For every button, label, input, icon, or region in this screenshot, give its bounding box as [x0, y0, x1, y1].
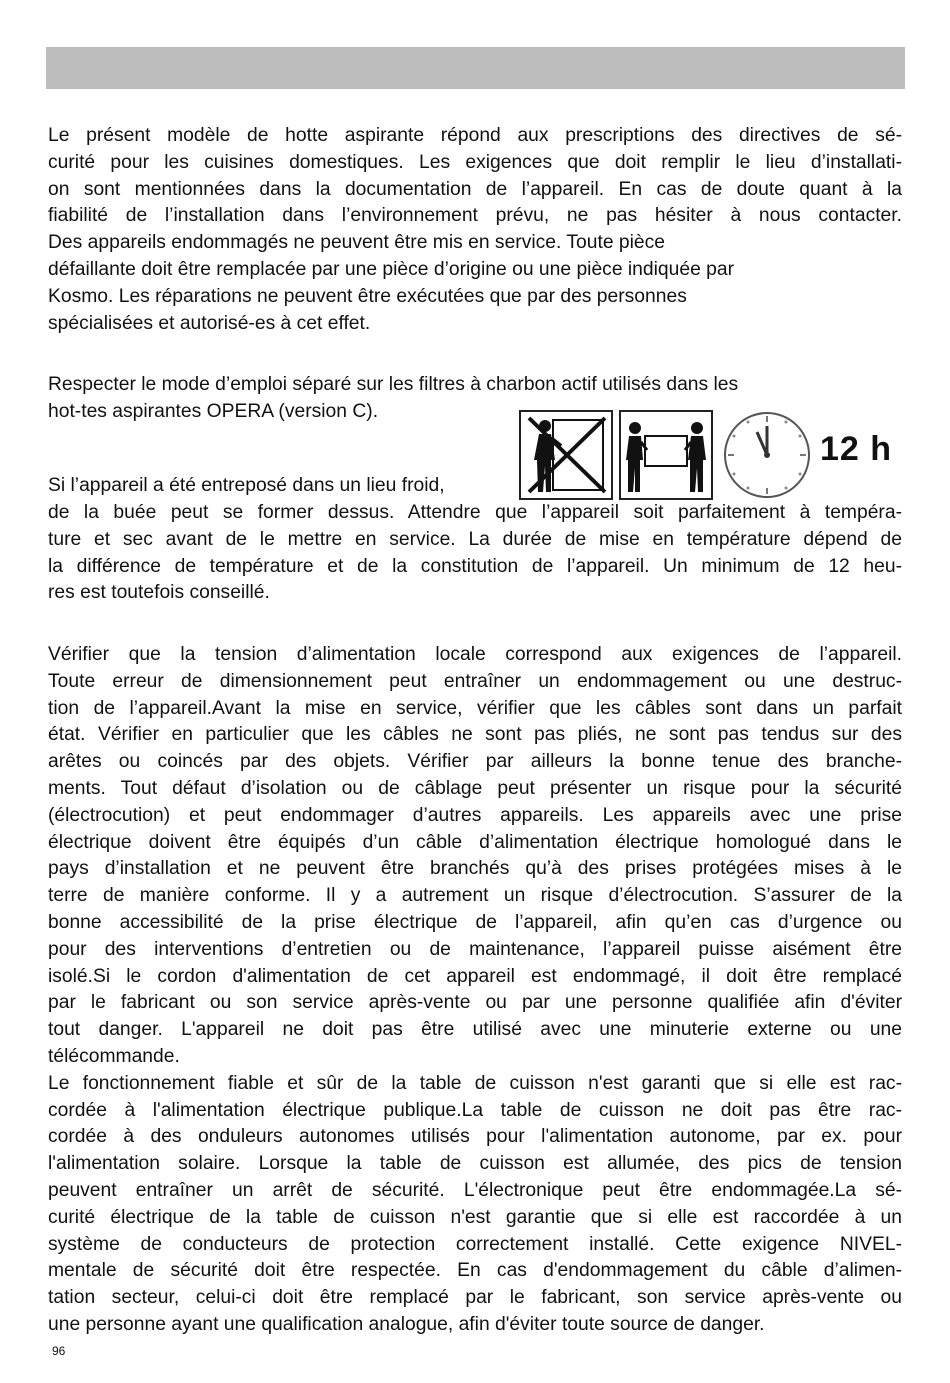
text-line: isolé.Si le cordon d'alimentation de cet appareil est endommagé, il doit être remplacé — [48, 965, 902, 987]
text-line: curité électrique de la table de cuisson n'est garantie que si elle est raccordée à un — [48, 1206, 902, 1228]
text-line: res est toutefois conseillé. — [48, 582, 270, 604]
paragraph-condensation — [48, 500, 902, 607]
text-line: bonne accessibilité de la prise électrique de l’appareil, afin qu’en cas d’urgence ou — [48, 911, 902, 933]
no-carrying-on-back-icon — [519, 410, 613, 500]
text-line: cordée à des onduleurs autonomes utilisés pour l'alimentation autonome, par ex. pour — [48, 1126, 902, 1148]
text-line: Le fonctionnement fiable et sûr de la table de cuisson n'est garanti que si elle est rac- — [48, 1072, 902, 1094]
text-line: Vérifier que la tension d’alimentation locale correspond aux exigences de l’appareil. — [48, 644, 902, 665]
text-line: Des appareils endommagés ne peuvent être mis en service. Toute pièce — [48, 232, 665, 254]
paragraph-safety-directives — [48, 123, 902, 337]
transport-pictograms — [519, 410, 904, 500]
text-line: terre de manière conforme. Il y a autrement un risque d’électrocution. S’assurer de la — [48, 885, 902, 907]
page-number: 96 — [52, 1344, 66, 1358]
text-line: spécialisées et autorisé-es à cet effet. — [48, 312, 371, 334]
text-line: Si l’appareil a été entreposé dans un lieu froid, — [48, 475, 445, 496]
text-line: électrique doivent être équipés d’un câble d’alimentation électrique homologué dans le — [48, 831, 902, 853]
text-line: tion de l’appareil.Avant la mise en service, vérifier que les câbles sont dans un parfait — [48, 697, 902, 719]
text-line: tation secteur, celui-ci doit être remplacé par le fabricant, son service après-vente ou — [48, 1287, 902, 1309]
paragraph-electrical-safety — [48, 642, 902, 1339]
text-line: on sont mentionnées dans la documentation de l’appareil. En cas de doute quant à la — [48, 178, 902, 200]
text-line: pour des interventions d’entretien ou de maintenance, l’appareil puisse aisément être — [48, 938, 902, 960]
text-line: cordée à l'alimentation électrique publique.La table de cuisson ne doit pas être rac- — [48, 1099, 902, 1121]
text-line: (électrocution) et peut endommager d’autres appareils. Les appareils avec une prise — [48, 804, 902, 826]
text-line: ture et sec avant de le mettre en service. La durée de mise en température dépend de — [48, 528, 902, 550]
text-line: Toute erreur de dimensionnement peut entraîner un endommagement ou une destruc- — [48, 670, 902, 692]
text-line: Kosmo. Les réparations ne peuvent être exécutées que par des personnes — [48, 285, 687, 307]
clock-icon — [722, 410, 812, 500]
section-header-bar — [46, 47, 905, 89]
text-line: peuvent entraîner un arrêt de sécurité. L'électronique peut être endommagée.La sé- — [48, 1179, 902, 1201]
text-line: l'alimentation solaire. Lorsque la table de cuisson est allumée, des pics de tension — [48, 1153, 902, 1175]
text-line: par le fabricant ou son service après-vente ou par une personne qualifiée afin d'éviter — [48, 992, 902, 1014]
text-line: de la buée peut se former dessus. Attendre que l’appareil soit parfaitement à tempéra- — [48, 502, 902, 523]
two-person-carry-icon — [619, 410, 713, 500]
text-line: Respecter le mode d’emploi séparé sur les filtres à charbon actif utilisés dans les — [48, 374, 739, 395]
text-line: fiabilité de l’installation dans l’environnement prévu, ne pas hésiter à nous contacter. — [48, 205, 902, 227]
text-line: état. Vérifier en particulier que les câbles ne sont pas pliés, ne sont pas tendus sur des — [48, 724, 902, 746]
text-line: arêtes ou coincés par des objets. Vérifier par ailleurs la bonne tenue des branche- — [48, 751, 902, 773]
duration-label: 12 h — [820, 430, 893, 468]
text-line: tout danger. L'appareil ne doit pas être utilisé avec une minuterie externe ou une — [48, 1019, 902, 1041]
text-line: hot-tes aspirantes OPERA (version C). — [48, 400, 379, 422]
text-line: télécommande. — [48, 1045, 180, 1067]
text-line: défaillante doit être remplacée par une pièce d’origine ou une pièce indiquée par — [48, 258, 735, 280]
text-line: mentale de sécurité doit être respectée. En cas d'endommagement du câble d’alimen- — [48, 1260, 902, 1282]
text-line: ments. Tout défaut d’isolation ou de câblage peut présenter un risque pour la sécurité — [48, 777, 902, 799]
text-line: système de conducteurs de protection correctement installé. Cette exigence NIVEL- — [48, 1233, 902, 1255]
text-line: Le présent modèle de hotte aspirante répond aux prescriptions des directives de sé- — [48, 125, 902, 146]
text-line: la différence de température et de la constitution de l’appareil. Un minimum de 12 heu- — [48, 555, 902, 577]
text-line: curité pour les cuisines domestiques. Les exigences que doit remplir le lieu d’installati- — [48, 151, 902, 173]
text-line: une personne ayant une qualification analogue, afin d'éviter toute source de danger. — [48, 1313, 765, 1335]
text-line: pays d’installation et ne peuvent être branchés qu’à des prises protégées mises à le — [48, 858, 902, 880]
